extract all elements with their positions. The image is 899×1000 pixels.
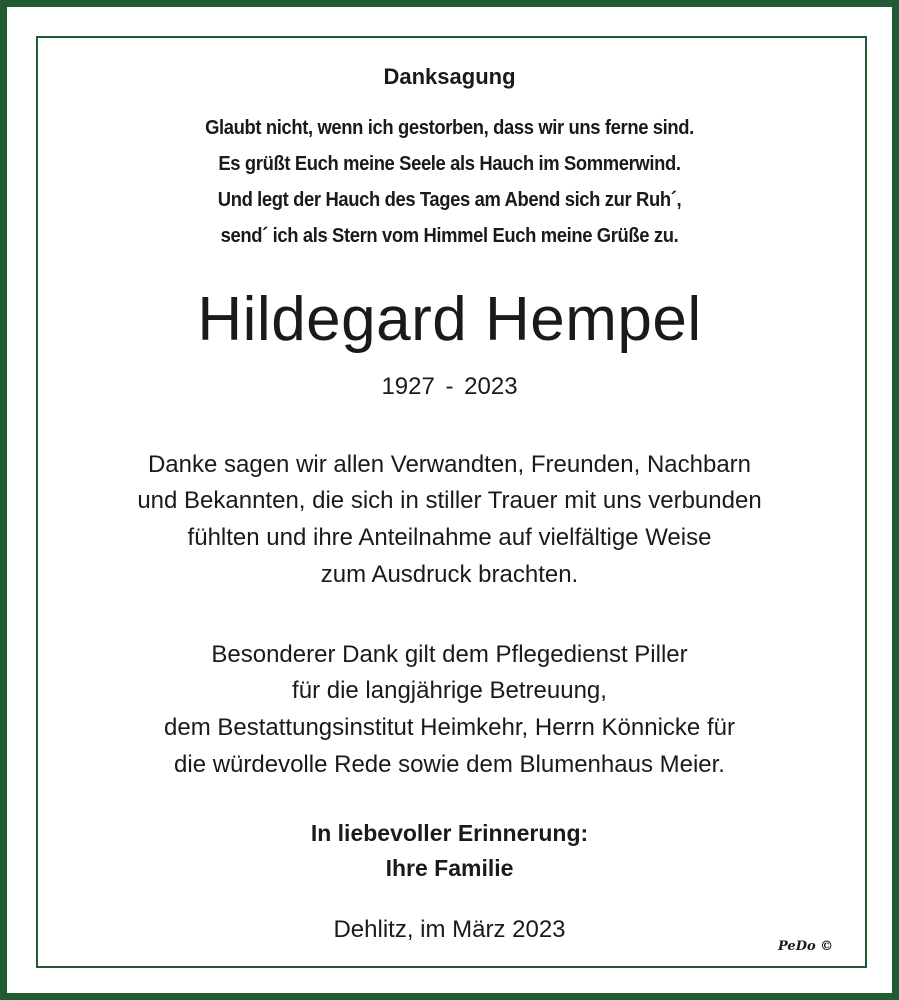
special-thanks-line-1: Besonderer Dank gilt dem Pflegedienst Piller (211, 641, 688, 668)
thanks-line-3: fühlten und ihre Anteilnahme auf vielfältige Weise (187, 524, 712, 551)
poem-line-2: Es grüßt Euch meine Seele als Hauch im Sommerwind. (218, 153, 681, 175)
publisher-logo: PeDo © (778, 939, 834, 954)
thanks-line-1: Danke sagen wir allen Verwandten, Freunden, Nachbarn (147, 451, 752, 478)
poem-line-1: Glaubt nicht, wenn ich gestorben, dass wir uns ferne sind. (205, 117, 694, 139)
special-thanks-line-3: dem Bestattungsinstitut Heimkehr, Herrn Könnicke für (164, 714, 735, 741)
poem-line-4: send´ ich als Stern vom Himmel Euch meine Grüße zu. (220, 225, 679, 247)
thanks-line-2: und Bekannten, die sich in stiller Trauer mit uns verbunden (137, 487, 762, 514)
heading: Danksagung (383, 64, 516, 89)
deceased-name: Hildegard Hempel (197, 285, 702, 354)
special-thanks-line-4: die würdevolle Rede sowie dem Blumenhaus Meier. (174, 751, 725, 778)
thanks-line-4: zum Ausdruck brachten. (320, 561, 579, 588)
signoff-family: Ihre Familie (385, 855, 514, 881)
life-years: 1927 - 2023 (381, 373, 518, 400)
poem-line-3: Und legt der Hauch des Tages am Abend sich zur Ruh´, (217, 189, 682, 211)
special-thanks-line-2: für die langjährige Betreuung, (292, 677, 607, 704)
signoff-line-1: In liebevoller Erinnerung: (310, 820, 589, 846)
place-date: Dehlitz, im März 2023 (333, 916, 566, 943)
